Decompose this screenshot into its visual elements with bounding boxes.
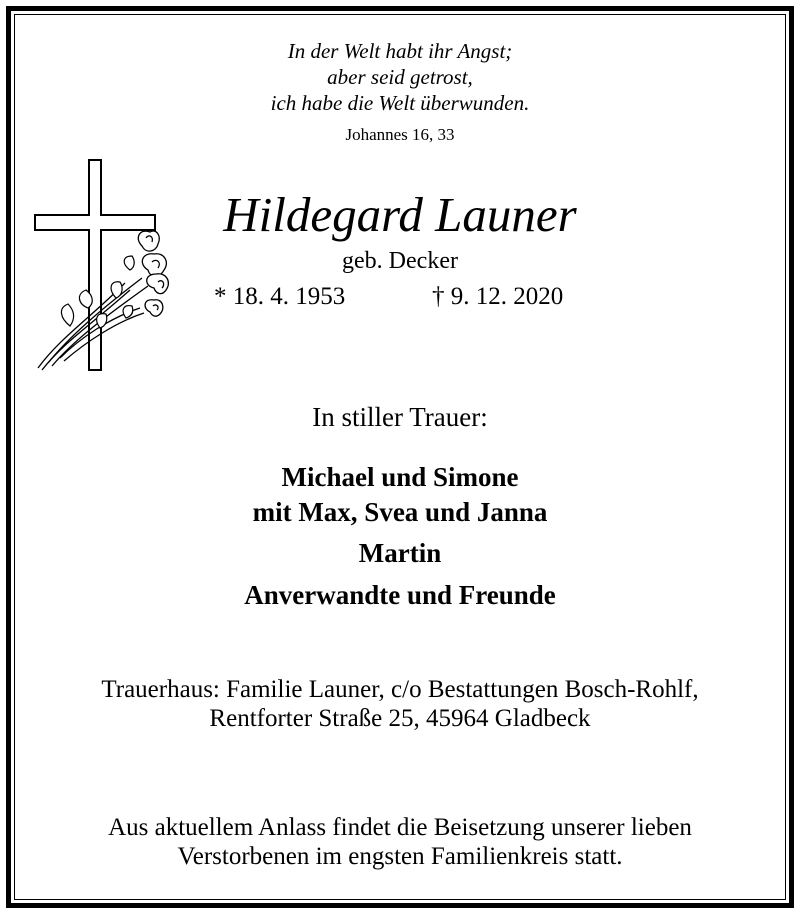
verse-line-1: In der Welt habt ihr Angst; <box>287 39 513 63</box>
verse-line-3: ich habe die Welt überwunden. <box>270 91 530 115</box>
mourner-line: Martin <box>358 538 442 568</box>
maiden-name: geb. Decker <box>342 248 458 274</box>
verse-line-2: aber seid getrost, <box>327 65 473 89</box>
mourner-line: Anverwandte und Freunde <box>244 580 556 610</box>
mourner-line: mit Max, Svea und Janna <box>252 497 548 527</box>
address-line-2: Rentforter Straße 25, 45964 Gladbeck <box>209 705 591 732</box>
mourner-line: Michael und Simone <box>281 462 519 492</box>
inner-border <box>14 14 786 900</box>
death-date: † 9. 12. 2020 <box>432 283 564 310</box>
address-line-1: Trauerhaus: Familie Launer, c/o Bestattungen Bosch-Rohlf, <box>101 676 699 703</box>
verse-reference: Johannes 16, 33 <box>345 125 455 144</box>
birth-date: * 18. 4. 1953 <box>214 283 346 310</box>
notice-line-1: Aus aktuellem Anlass findet die Beisetzung unserer lieben <box>108 814 692 841</box>
notice-line-2: Verstorbenen im engsten Familienkreis statt. <box>177 843 623 870</box>
mourning-heading: In stiller Trauer: <box>312 402 488 432</box>
deceased-name: Hildegard Launer <box>223 187 577 242</box>
